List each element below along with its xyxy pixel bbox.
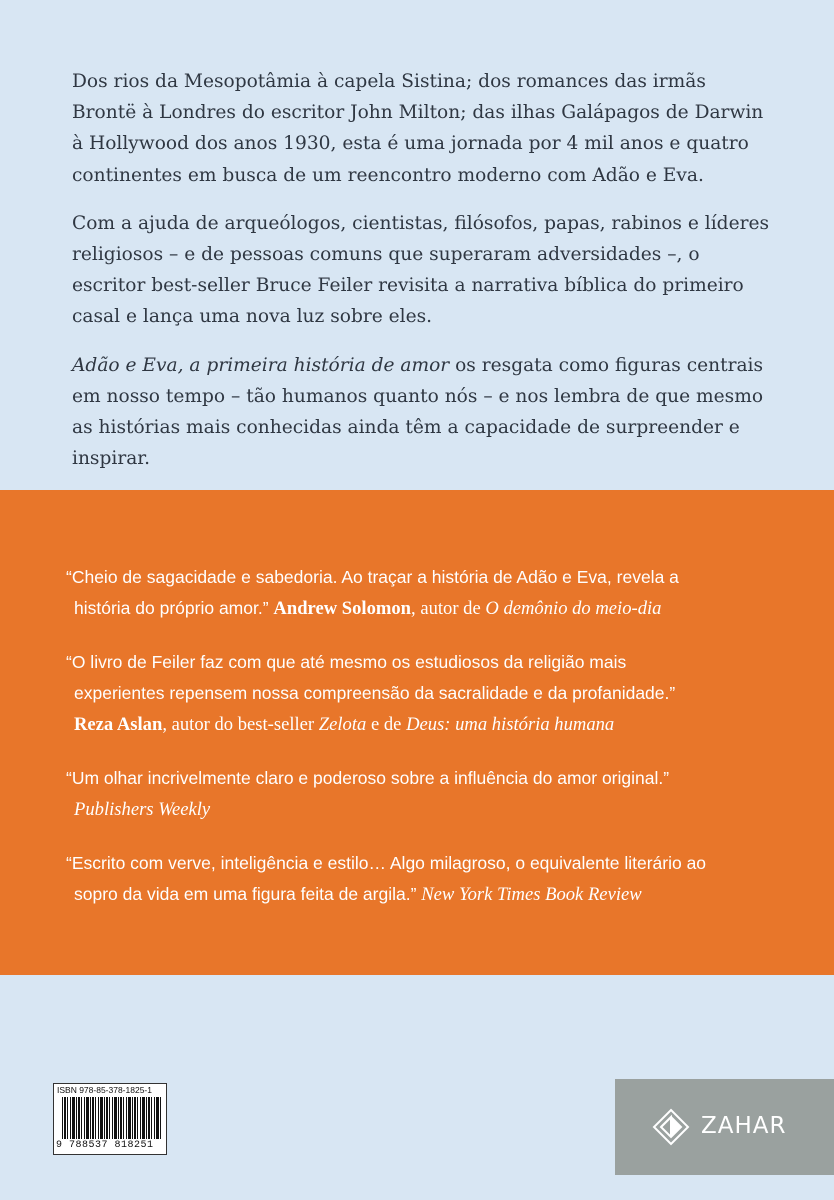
quote-role: , autor do best-seller — [162, 714, 319, 735]
synopsis-paragraph-2: Com a ajuda de arqueólogos, cientistas, filósofos, papas, rabinos e líderes religiosos – e de pessoas comuns que superaram adversidades –, o escritor best-seller Bruce Feiler revisita a narrativa bíblica do primeiro casal e lança uma nova luz sobre eles. — [72, 212, 770, 328]
synopsis-paragraph-3 — [72, 350, 772, 475]
praise-quotes — [66, 562, 806, 933]
book-title: Adão e Eva, a primeira história de amor — [72, 354, 450, 376]
praise-band — [0, 490, 834, 975]
isbn-barcode — [53, 1083, 167, 1155]
quote-aslan — [66, 647, 806, 740]
quote-text: “O livro de Feiler faz com que até mesmo os estudiosos da religião mais — [66, 652, 627, 672]
synopsis-paragraph-1: Dos rios da Mesopotâmia à capela Sistina; dos romances das irmãs Brontë à Londres do escritor John Milton; das ilhas Galápagos de Darwin à Hollywood dos anos 1930, esta é uma jornada por 4 mil anos e quatro continentes em busca de um reencontro moderno com Adão e Eva. — [72, 71, 764, 186]
isbn-label: ISBN 978-85-378-1825-1 — [57, 1085, 152, 1095]
quote-conjunction: e de — [366, 714, 407, 735]
quote-work-2: Deus: uma história humana — [406, 714, 615, 735]
publisher-block — [615, 1079, 834, 1175]
quote-continuation — [66, 593, 806, 624]
quote-publishers-weekly — [66, 763, 806, 825]
synopsis-section — [0, 0, 834, 490]
footer-section — [0, 975, 834, 1200]
quote-text-2: sopro da vida em uma figura feita de argila.” — [74, 884, 417, 904]
quote-text: “Cheio de sagacidade e sabedoria. Ao traçar a história de Adão e Eva, revela a — [66, 567, 679, 587]
quote-author: Andrew Solomon — [273, 598, 412, 619]
barcode-bars — [62, 1097, 162, 1139]
quote-work: O demônio do meio-dia — [485, 598, 662, 619]
quote-text: “Um olhar incrivelmente claro e poderoso sobre a influência do amor original.” — [66, 768, 670, 788]
quote-continuation — [66, 879, 806, 910]
quote-role: , autor de — [411, 598, 486, 619]
synopsis-text — [72, 66, 772, 491]
quote-source: Publishers Weekly — [74, 799, 211, 820]
quote-source: New York Times Book Review — [421, 884, 642, 905]
quote-solomon — [66, 562, 806, 624]
zahar-logo-icon — [651, 1107, 691, 1147]
quote-attribution — [66, 709, 806, 740]
quote-work: Zelota — [318, 714, 367, 735]
synopsis-paragraph-3-rest: os resgata como figuras centrais em nosso tempo – tão humanos quanto nós – e nos lembra de que mesmo as histórias mais conhecidas ainda têm a capacidade de surpreender e inspirar. — [72, 354, 764, 470]
publisher-name: ZAHAR — [701, 1113, 787, 1139]
quote-nyt — [66, 848, 806, 910]
quote-continuation: experientes repensem nossa compreensão da sacralidade e da profanidade.” — [74, 683, 676, 703]
quote-author: Reza Aslan — [74, 714, 163, 735]
quote-text: “Escrito com verve, inteligência e estilo… Algo milagroso, o equivalente literário ao — [66, 853, 707, 873]
quote-text-2: história do próprio amor.” — [74, 598, 269, 618]
barcode-digits: 9 788537 818251 — [56, 1140, 154, 1151]
